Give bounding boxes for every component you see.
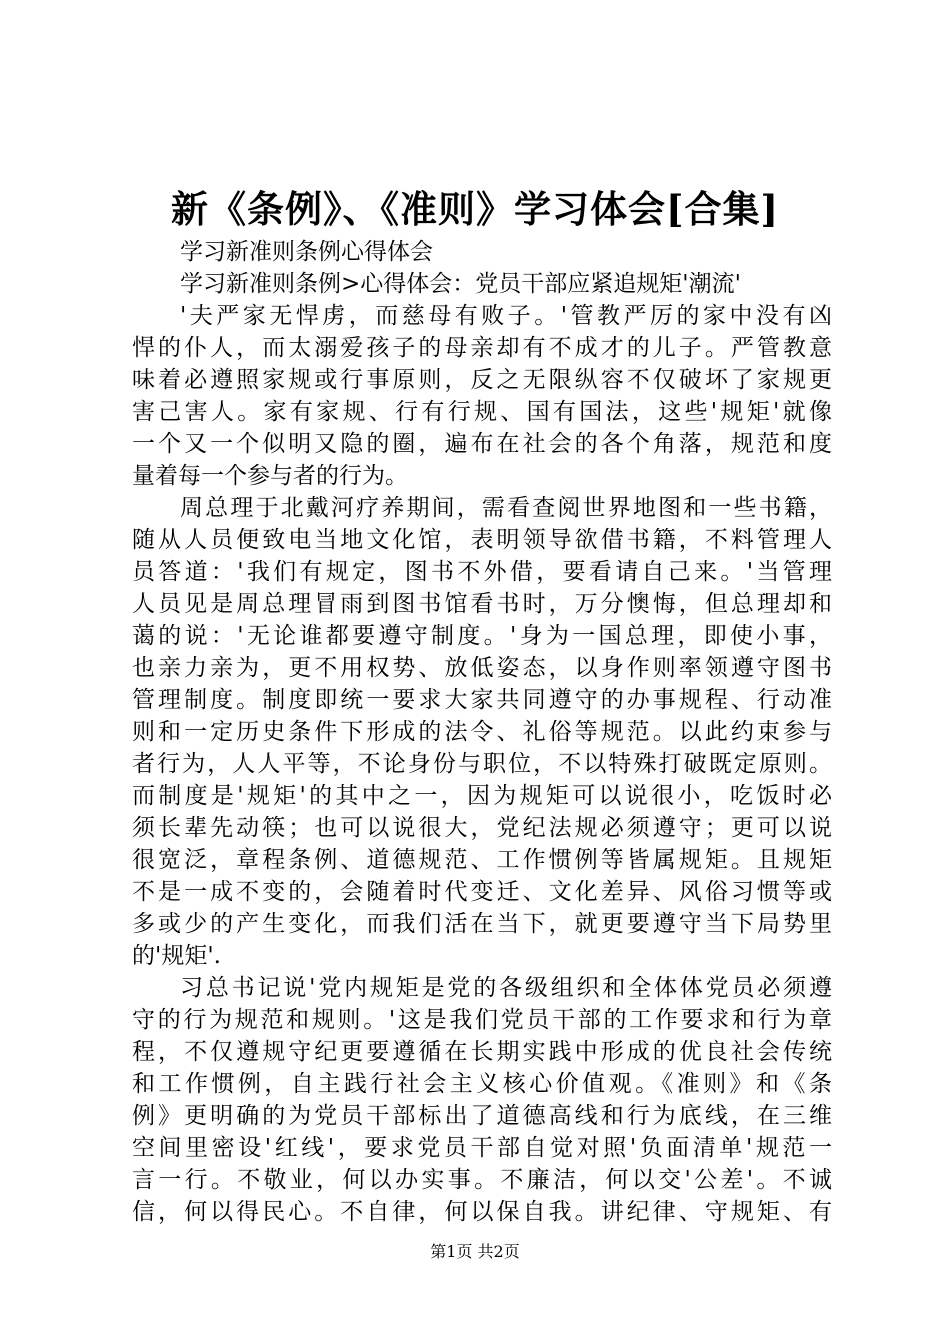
paragraph-line: 悍的仆人，而太溺爱孩子的母亲却有不成才的儿子。严管教意 (132, 335, 832, 361)
paragraph-line: 则和一定历史条件下形成的法令、礼俗等规范。以此约束参与 (132, 719, 832, 745)
paragraph-line: 量着每一个参与者的行为。 (132, 463, 408, 489)
paragraph-line: 一个又一个似明又隐的圈，遍布在社会的各个角落，规范和度 (132, 431, 832, 457)
document-title: 新《条例》、《准则》学习体会[合集] (170, 187, 779, 231)
paragraph-line: '夫严家无悍虏，而慈母有败子。'管教严厉的家中没有凶 (180, 303, 832, 329)
paragraph-line: 空间里密设'红线'，要求党员干部自觉对照'负面清单'规范一 (132, 1135, 832, 1161)
subtitle-line: 学习新准则条例心得体会 (180, 239, 433, 265)
paragraph-line: 人员见是周总理冒雨到图书馆看书时，万分懊悔，但总理却和 (132, 591, 832, 617)
paragraph-line: 害己害人。家有家规、行有行规、国有国法，这些'规矩'就像 (132, 399, 832, 425)
paragraph-line: 很宽泛，章程条例、道德规范、工作惯例等皆属规矩。且规矩 (132, 847, 832, 873)
paragraph-line: 须长辈先动筷；也可以说很大，党纪法规必须遵守；更可以说 (132, 815, 832, 841)
paragraph-line: 随从人员便致电当地文化馆，表明领导欲借书籍，不料管理人 (132, 527, 832, 553)
paragraph-line: 和工作惯例，自主践行社会主义核心价值观。《准则》和《条 (132, 1071, 832, 1097)
paragraph-line: 言一行。不敬业，何以办实事。不廉洁，何以交'公差'。不诚 (132, 1167, 832, 1193)
paragraph-line: 管理制度。制度即统一要求大家共同遵守的办事规程、行动准 (132, 687, 832, 713)
paragraph-line: 信，何以得民心。不自律，何以保自我。讲纪律、守规矩、有 (132, 1199, 832, 1225)
paragraph-line: 程，不仅遵规守纪更要遵循在长期实践中形成的优良社会传统 (132, 1039, 832, 1065)
paragraph-line: 周总理于北戴河疗养期间，需看查阅世界地图和一些书籍， (180, 495, 832, 521)
paragraph-line: 多或少的产生变化，而我们活在当下，就更要遵守当下局势里 (132, 911, 832, 937)
paragraph-line: 者行为，人人平等，不论身份与职位，不以特殊打破既定原则。 (132, 751, 832, 777)
paragraph-line: 员答道：'我们有规定，图书不外借，要看请自己来。'当管理 (132, 559, 832, 585)
paragraph-line: 守的行为规范和规则。'这是我们党员干部的工作要求和行为章 (132, 1007, 832, 1033)
paragraph-line: 不是一成不变的，会随着时代变迁、文化差异、风俗习惯等或 (132, 879, 832, 905)
subtitle-line: 学习新准则条例>心得体会：党员干部应紧追规矩'潮流' (180, 271, 741, 297)
page-footer: 第1页 共2页 (430, 1242, 520, 1261)
paragraph-line: 味着必遵照家规或行事原则，反之无限纵容不仅破坏了家规更 (132, 367, 832, 393)
paragraph-line: 蔼的说：'无论谁都要遵守制度。'身为一国总理，即使小事， (132, 623, 832, 649)
paragraph-line: 例》更明确的为党员干部标出了道德高线和行为底线，在三维 (132, 1103, 832, 1129)
paragraph-line: 的'规矩'. (132, 943, 221, 969)
paragraph-line: 也亲力亲为，更不用权势、放低姿态，以身作则率领遵守图书 (132, 655, 832, 681)
paragraph-line: 习总书记说'党内规矩是党的各级组织和全体体党员必须遵 (180, 975, 832, 1001)
paragraph-line: 而制度是'规矩'的其中之一，因为规矩可以说很小，吃饭时必 (132, 783, 832, 809)
